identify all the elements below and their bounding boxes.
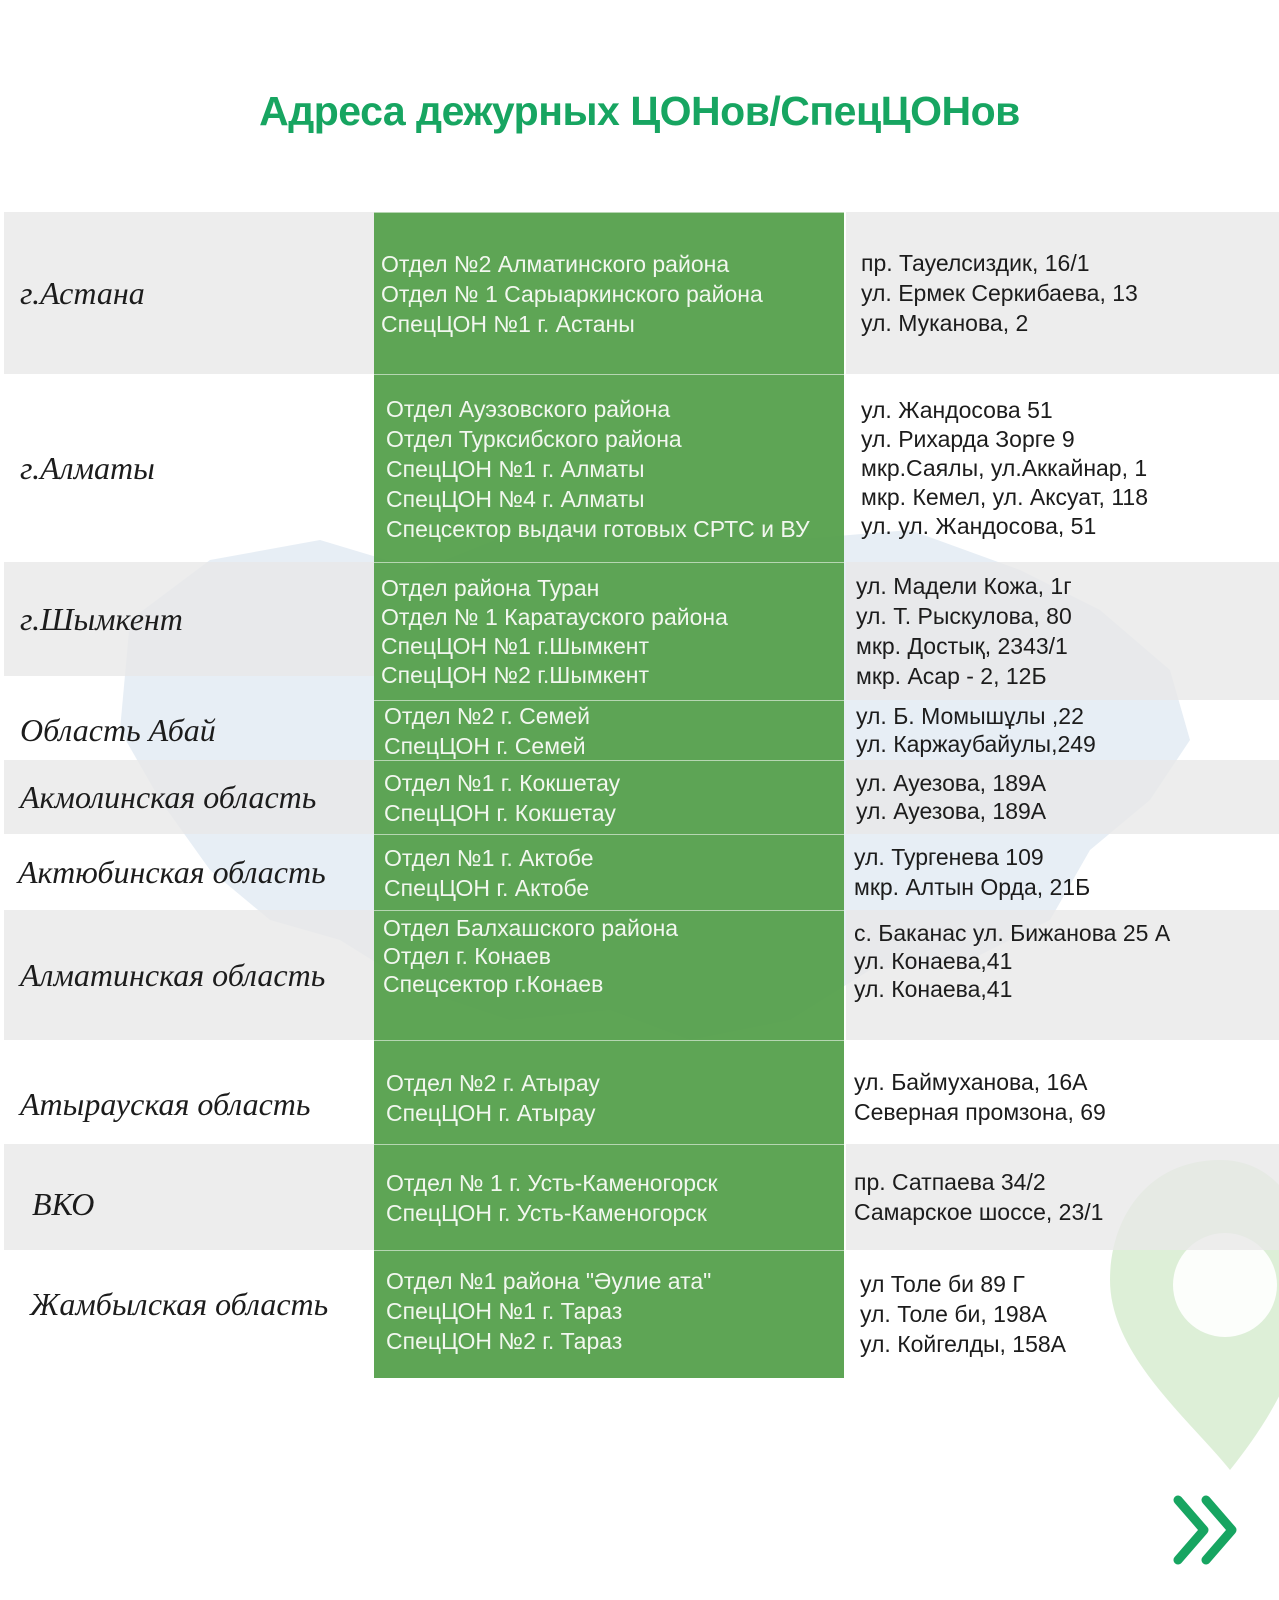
region-label: г.Астана xyxy=(4,212,374,374)
address-item: ул. Мадели Кожа, 1г xyxy=(856,573,1072,599)
address-item: ул. Т. Рыскулова, 80 xyxy=(856,603,1072,629)
region-label: Актюбинская область xyxy=(18,853,326,890)
table-row xyxy=(0,910,1279,1040)
address-item: Самарское шоссе, 23/1 xyxy=(854,1199,1104,1225)
table-row xyxy=(0,700,1279,760)
table-row xyxy=(0,374,1279,562)
region-label: Жамбылская область xyxy=(30,1285,329,1322)
table-row xyxy=(0,212,1279,374)
department-list xyxy=(374,834,844,910)
address-item: ул. Ауезова, 189А xyxy=(856,770,1047,796)
table-row xyxy=(0,1250,1279,1378)
department-item: Отдел Турксибского района xyxy=(386,425,682,452)
address-item: ул. Конаева,41 xyxy=(854,976,1013,1002)
region-label: г.Алматы xyxy=(20,449,155,486)
address-list xyxy=(846,1144,1279,1250)
address-list xyxy=(846,760,1279,834)
department-item: Отдел № 1 Сарыаркинского района xyxy=(381,280,763,307)
address-item: ул. Каржаубайулы,249 xyxy=(856,731,1096,757)
department-item: Спецсектор выдачи готовых СРТС и ВУ xyxy=(386,515,810,542)
table-row xyxy=(0,1040,1279,1144)
department-item: Спецсектор г.Конаев xyxy=(383,971,604,997)
department-item: Отдел №1 района "Әулие ата" xyxy=(386,1267,712,1294)
address-item: ул. Жандосова 51 xyxy=(861,396,1053,423)
address-item: Северная промзона, 69 xyxy=(854,1099,1106,1125)
department-item: СпецЦОН г. Атырау xyxy=(386,1099,596,1126)
department-list xyxy=(374,910,844,1040)
region-label: Алматинская область xyxy=(4,910,374,1040)
page-title: Адреса дежурных ЦОНов/СпецЦОНов xyxy=(259,88,1020,134)
department-item: СпецЦОН №2 г. Тараз xyxy=(386,1327,623,1354)
department-item: Отдел Балхашского района xyxy=(383,915,679,941)
region-label: г.Шымкент xyxy=(4,562,374,676)
department-item: СпецЦОН г. Усть-Каменогорск xyxy=(386,1199,707,1226)
address-item: ул. Конаева,41 xyxy=(854,948,1013,974)
region-label: Атырауская область xyxy=(20,1085,311,1122)
address-item: ул. Муканова, 2 xyxy=(861,310,1029,336)
address-item: пр. Тауелсиздик, 16/1 xyxy=(861,250,1090,276)
department-item: СпецЦОН г. Семей xyxy=(384,732,586,759)
department-item: Отдел г. Конаев xyxy=(383,943,551,969)
address-list xyxy=(846,834,1279,910)
department-item: СпецЦОН №1 г.Шымкент xyxy=(381,632,650,659)
address-list xyxy=(846,374,1279,562)
department-list xyxy=(374,700,844,760)
address-list xyxy=(846,1250,1279,1378)
department-item: Отдел №2 Алматинского района xyxy=(381,250,730,277)
table-row xyxy=(0,1144,1279,1250)
address-item: ул. Баймуханова, 16А xyxy=(854,1069,1088,1095)
department-list xyxy=(374,562,844,700)
address-item: ул. Рихарда Зорге 9 xyxy=(861,425,1075,452)
address-list xyxy=(846,1040,1279,1144)
address-list xyxy=(846,562,1279,700)
department-list xyxy=(374,1250,844,1378)
department-list xyxy=(374,212,844,374)
address-item: ул. Б. Момышұлы ,22 xyxy=(856,703,1084,729)
address-item: с. Баканас ул. Бижанова 25 А xyxy=(854,920,1171,946)
department-item: Отдел №2 г. Атырау xyxy=(386,1069,600,1096)
department-item: СпецЦОН №1 г. Астаны xyxy=(381,310,635,337)
department-item: Отдел №2 г. Семей xyxy=(384,702,590,729)
department-item: Отдел № 1 г. Усть-Каменогорск xyxy=(386,1169,718,1196)
address-item: пр. Сатпаева 34/2 xyxy=(854,1169,1046,1195)
department-list xyxy=(374,374,844,562)
department-item: СпецЦОН №1 г. Тараз xyxy=(386,1297,623,1324)
department-item: Отдел Ауэзовского района xyxy=(386,395,671,422)
region-label: Область Абай xyxy=(20,711,216,748)
address-item: мкр.Саялы, ул.Аккайнар, 1 xyxy=(861,454,1148,481)
department-item: СпецЦОН г. Актобе xyxy=(384,874,590,901)
department-item: СпецЦОН г. Кокшетау xyxy=(384,799,616,826)
address-item: ул. Ауезова, 189А xyxy=(856,798,1047,824)
department-item: Отдел №1 г. Актобе xyxy=(384,844,594,871)
address-item: ул. Толе би, 198А xyxy=(860,1301,1047,1327)
address-item: мкр. Кемел, ул. Аксуат, 118 xyxy=(861,483,1148,510)
address-list xyxy=(846,910,1279,1040)
table-row xyxy=(0,834,1279,910)
department-list xyxy=(374,1040,844,1144)
address-item: ул Толе би 89 Г xyxy=(860,1271,1025,1297)
department-list xyxy=(374,1144,844,1250)
address-item: мкр. Достық, 2343/1 xyxy=(856,633,1068,659)
address-list xyxy=(846,212,1279,374)
address-item: мкр. Асар - 2, 12Б xyxy=(856,663,1047,689)
department-item: Отдел №1 г. Кокшетау xyxy=(384,769,621,796)
address-item: ул. Ермек Серкибаева, 13 xyxy=(861,280,1138,306)
department-item: СпецЦОН №1 г. Алматы xyxy=(386,455,645,482)
region-label: ВКО xyxy=(4,1144,374,1250)
department-list xyxy=(374,760,844,834)
address-list xyxy=(846,700,1279,760)
table-row xyxy=(0,760,1279,834)
department-item: Отдел района Туран xyxy=(381,574,600,601)
address-item: ул. ул. Жандосова, 51 xyxy=(861,512,1097,539)
region-label: Акмолинская область xyxy=(4,760,374,834)
address-item: ул. Койгелды, 158А xyxy=(860,1331,1067,1357)
department-item: СпецЦОН №4 г. Алматы xyxy=(386,485,645,512)
department-item: Отдел № 1 Каратауского района xyxy=(381,603,728,630)
table-row xyxy=(0,562,1279,700)
address-item: ул. Тургенева 109 xyxy=(854,844,1044,870)
address-item: мкр. Алтын Орда, 21Б xyxy=(854,874,1091,900)
double-chevron-right-icon[interactable] xyxy=(1170,1490,1250,1570)
department-item: СпецЦОН №2 г.Шымкент xyxy=(381,661,650,688)
